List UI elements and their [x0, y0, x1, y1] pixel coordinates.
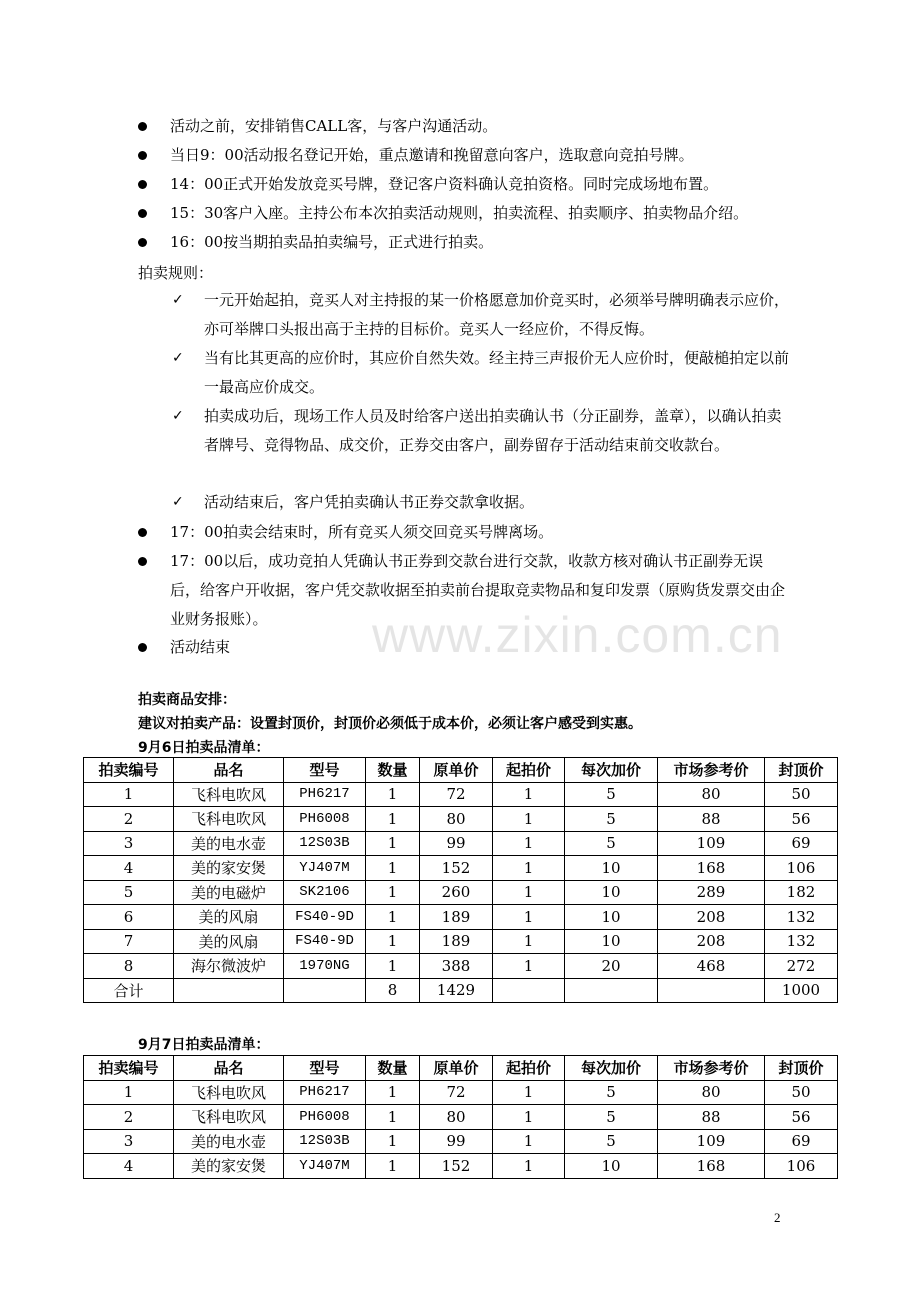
table-row	[84, 954, 838, 979]
cell: 1	[366, 905, 420, 930]
table-row	[84, 1080, 838, 1105]
bullet-text: 14：00正式开始发放竞买号牌，登记客户资料确认竞拍资格。同时完成场地布置。	[170, 175, 719, 193]
cell: 50	[765, 1080, 838, 1105]
col-header: 市场参考价	[658, 758, 765, 783]
cell: 1	[84, 782, 174, 807]
cell: 1	[493, 905, 565, 930]
table-row	[84, 1154, 838, 1179]
cell: 1	[493, 954, 565, 979]
cell: 1	[493, 1105, 565, 1130]
cell: YJ407M	[284, 856, 366, 881]
rule-text: 拍卖成功后，现场工作人员及时给客户送出拍卖确认书（分正副券，盖章），以确认拍卖者牌号、竞得物品、成交价，正券交由客户，副券留存于活动结束前交收款台。	[204, 407, 782, 454]
cell: 7	[84, 929, 174, 954]
cell: 4	[84, 856, 174, 881]
checkmark-icon: ✓	[172, 350, 184, 366]
cell: 1	[493, 831, 565, 856]
col-header: 品名	[174, 1056, 284, 1081]
table-row	[84, 856, 838, 881]
cell	[658, 978, 765, 1003]
cell: 388	[420, 954, 493, 979]
bullet-dot-icon	[138, 557, 147, 566]
col-header: 型号	[284, 758, 366, 783]
cell: 美的电水壶	[174, 1129, 284, 1154]
cell: 56	[765, 1105, 838, 1130]
col-header: 起拍价	[493, 1056, 565, 1081]
bullet-text: 活动之前，安排销售CALL客，与客户沟通活动。	[170, 117, 498, 135]
cell: 152	[420, 1154, 493, 1179]
table-row	[84, 1129, 838, 1154]
cell: 1	[366, 1080, 420, 1105]
cell: 10	[565, 905, 658, 930]
cell: 8	[84, 954, 174, 979]
cell: 189	[420, 929, 493, 954]
cell: 1	[493, 1129, 565, 1154]
cell: PH6217	[284, 782, 366, 807]
table1-title: 9月6日拍卖品清单：	[138, 740, 270, 756]
cell: PH6008	[284, 1105, 366, 1130]
cell: 1	[366, 782, 420, 807]
cell: 80	[658, 782, 765, 807]
cell: 99	[420, 831, 493, 856]
cell: 合计	[84, 978, 174, 1003]
cell: 168	[658, 856, 765, 881]
cell: 10	[565, 929, 658, 954]
cell: 5	[565, 831, 658, 856]
cell: 5	[565, 1105, 658, 1130]
cell: 1	[366, 856, 420, 881]
bullet-text: 当日9：00活动报名登记开始，重点邀请和挽留意向客户，选取意向竞拍号牌。	[170, 146, 694, 164]
col-header: 市场参考价	[658, 1056, 765, 1081]
rule-text: 一元开始起拍，竞买人对主持报的某一价格愿意加价竞买时，必须举号牌明确表示应价，亦可举牌口头报出高于主持的目标价。竞买人一经应价，不得反悔。	[204, 291, 790, 338]
cell: PH6008	[284, 807, 366, 832]
cell: 美的电水壶	[174, 831, 284, 856]
cell: 1	[366, 929, 420, 954]
cell: 50	[765, 782, 838, 807]
cell: 5	[565, 782, 658, 807]
cell: 美的电磁炉	[174, 880, 284, 905]
col-header: 型号	[284, 1056, 366, 1081]
table-row	[84, 807, 838, 832]
cell: 88	[658, 807, 765, 832]
cell: 5	[84, 880, 174, 905]
cell: 1	[493, 1154, 565, 1179]
rule-text: 当有比其更高的应价时，其应价自然失效。经主持三声报价无人应价时，便敲槌拍定以前一最高应价成交。	[204, 349, 790, 396]
cell: FS40-9D	[284, 905, 366, 930]
cell: 1	[366, 880, 420, 905]
cell: 1970NG	[284, 954, 366, 979]
cell: 1429	[420, 978, 493, 1003]
col-header: 品名	[174, 758, 284, 783]
bullet-dot-icon	[138, 643, 147, 652]
cell: 1	[366, 831, 420, 856]
cell	[174, 978, 284, 1003]
cell: 5	[565, 1080, 658, 1105]
cell: 3	[84, 1129, 174, 1154]
rule-text: 活动结束后，客户凭拍卖确认书正券交款拿收据。	[204, 493, 535, 511]
bullet-text: 17：00以后，成功竞拍人凭确认书正券到交款台进行交款，收款方核对确认书正副券无误后，给客户开收据，客户凭交款收据至拍卖前台提取竞卖物品和复印发票（原购货发票交由企业财务报账）。	[170, 552, 786, 628]
cell: 10	[565, 1154, 658, 1179]
cell: 132	[765, 929, 838, 954]
cell: 72	[420, 782, 493, 807]
cell: 3	[84, 831, 174, 856]
cell: 1	[493, 782, 565, 807]
table-row	[84, 831, 838, 856]
cell: 69	[765, 831, 838, 856]
cell: 1	[493, 1080, 565, 1105]
cell: 208	[658, 905, 765, 930]
cell: 88	[658, 1105, 765, 1130]
table-row	[84, 1105, 838, 1130]
cell: 189	[420, 905, 493, 930]
bullet-text: 15：30客户入座。主持公布本次拍卖活动规则，拍卖流程、拍卖顺序、拍卖物品介绍。	[170, 204, 749, 222]
cell: 1	[366, 954, 420, 979]
cell: 182	[765, 880, 838, 905]
cell: 12S03B	[284, 831, 366, 856]
cell: 109	[658, 1129, 765, 1154]
bullet-dot-icon	[138, 122, 147, 131]
bullet-dot-icon	[138, 180, 147, 189]
checkmark-icon: ✓	[172, 292, 184, 308]
cell: 208	[658, 929, 765, 954]
cell	[493, 978, 565, 1003]
col-header: 数量	[366, 1056, 420, 1081]
bullet-dot-icon	[138, 238, 147, 247]
cell: 152	[420, 856, 493, 881]
cell: 1	[366, 1105, 420, 1130]
cell: 飞科电吹风	[174, 782, 284, 807]
cell: 飞科电吹风	[174, 1105, 284, 1130]
cell: SK2106	[284, 880, 366, 905]
cell: 飞科电吹风	[174, 807, 284, 832]
cell: 132	[765, 905, 838, 930]
cell: 飞科电吹风	[174, 1080, 284, 1105]
cell: PH6217	[284, 1080, 366, 1105]
cell: 1000	[765, 978, 838, 1003]
cell: 106	[765, 1154, 838, 1179]
table-row	[84, 782, 838, 807]
cell: 1	[366, 807, 420, 832]
cell: 美的家安煲	[174, 1154, 284, 1179]
table-row	[84, 905, 838, 930]
cell: 468	[658, 954, 765, 979]
col-header: 封顶价	[765, 758, 838, 783]
col-header: 每次加价	[565, 758, 658, 783]
cell: 80	[420, 807, 493, 832]
cell: 1	[366, 1129, 420, 1154]
col-header: 拍卖编号	[84, 758, 174, 783]
cell: YJ407M	[284, 1154, 366, 1179]
cell: 99	[420, 1129, 493, 1154]
col-header: 原单价	[420, 758, 493, 783]
cell	[284, 978, 366, 1003]
cell: 106	[765, 856, 838, 881]
cell: 1	[84, 1080, 174, 1105]
table-header-row	[84, 1056, 838, 1081]
col-header: 起拍价	[493, 758, 565, 783]
suggestion-text: 建议对拍卖产品：设置封顶价，封顶价必须低于成本价，必须让客户感受到实惠。	[138, 716, 642, 732]
cell: 72	[420, 1080, 493, 1105]
bullet-dot-icon	[138, 209, 147, 218]
auction-table-sep7	[83, 1055, 838, 1179]
cell: 美的家安煲	[174, 856, 284, 881]
bullet-text: 17：00拍卖会结束时，所有竞买人须交回竞买号牌离场。	[170, 523, 554, 541]
cell	[565, 978, 658, 1003]
cell: 80	[658, 1080, 765, 1105]
cell: 12S03B	[284, 1129, 366, 1154]
cell: FS40-9D	[284, 929, 366, 954]
checkmark-icon: ✓	[172, 408, 184, 424]
col-header: 每次加价	[565, 1056, 658, 1081]
bullet-dot-icon	[138, 151, 147, 160]
cell: 168	[658, 1154, 765, 1179]
cell: 20	[565, 954, 658, 979]
cell: 2	[84, 807, 174, 832]
cell: 10	[565, 856, 658, 881]
cell: 1	[493, 880, 565, 905]
cell: 289	[658, 880, 765, 905]
cell: 5	[565, 1129, 658, 1154]
table-total-row	[84, 978, 838, 1003]
cell: 1	[366, 1154, 420, 1179]
cell: 8	[366, 978, 420, 1003]
col-header: 原单价	[420, 1056, 493, 1081]
table-row	[84, 929, 838, 954]
table-row	[84, 880, 838, 905]
col-header: 封顶价	[765, 1056, 838, 1081]
goods-heading: 拍卖商品安排：	[138, 692, 236, 708]
cell: 美的风扇	[174, 905, 284, 930]
bullet-text: 活动结束	[170, 638, 231, 656]
cell: 6	[84, 905, 174, 930]
bullet-dot-icon	[138, 528, 147, 537]
cell: 1	[493, 807, 565, 832]
cell: 1	[493, 929, 565, 954]
cell: 海尔微波炉	[174, 954, 284, 979]
checkmark-icon: ✓	[172, 494, 184, 510]
cell: 5	[565, 807, 658, 832]
cell: 272	[765, 954, 838, 979]
cell: 10	[565, 880, 658, 905]
cell: 4	[84, 1154, 174, 1179]
col-header: 拍卖编号	[84, 1056, 174, 1081]
cell: 美的风扇	[174, 929, 284, 954]
cell: 80	[420, 1105, 493, 1130]
bullet-text: 16：00按当期拍卖品拍卖编号，正式进行拍卖。	[170, 233, 494, 251]
cell: 69	[765, 1129, 838, 1154]
auction-table-sep6	[83, 757, 838, 1003]
cell: 260	[420, 880, 493, 905]
page-number: 2	[774, 1210, 781, 1225]
table-header-row	[84, 758, 838, 783]
cell: 56	[765, 807, 838, 832]
cell: 109	[658, 831, 765, 856]
col-header: 数量	[366, 758, 420, 783]
cell: 2	[84, 1105, 174, 1130]
table2-title: 9月7日拍卖品清单：	[138, 1037, 270, 1053]
cell: 1	[493, 856, 565, 881]
watermark: www.zixin.com.cn	[372, 607, 783, 663]
rules-heading: 拍卖规则：	[138, 264, 214, 282]
